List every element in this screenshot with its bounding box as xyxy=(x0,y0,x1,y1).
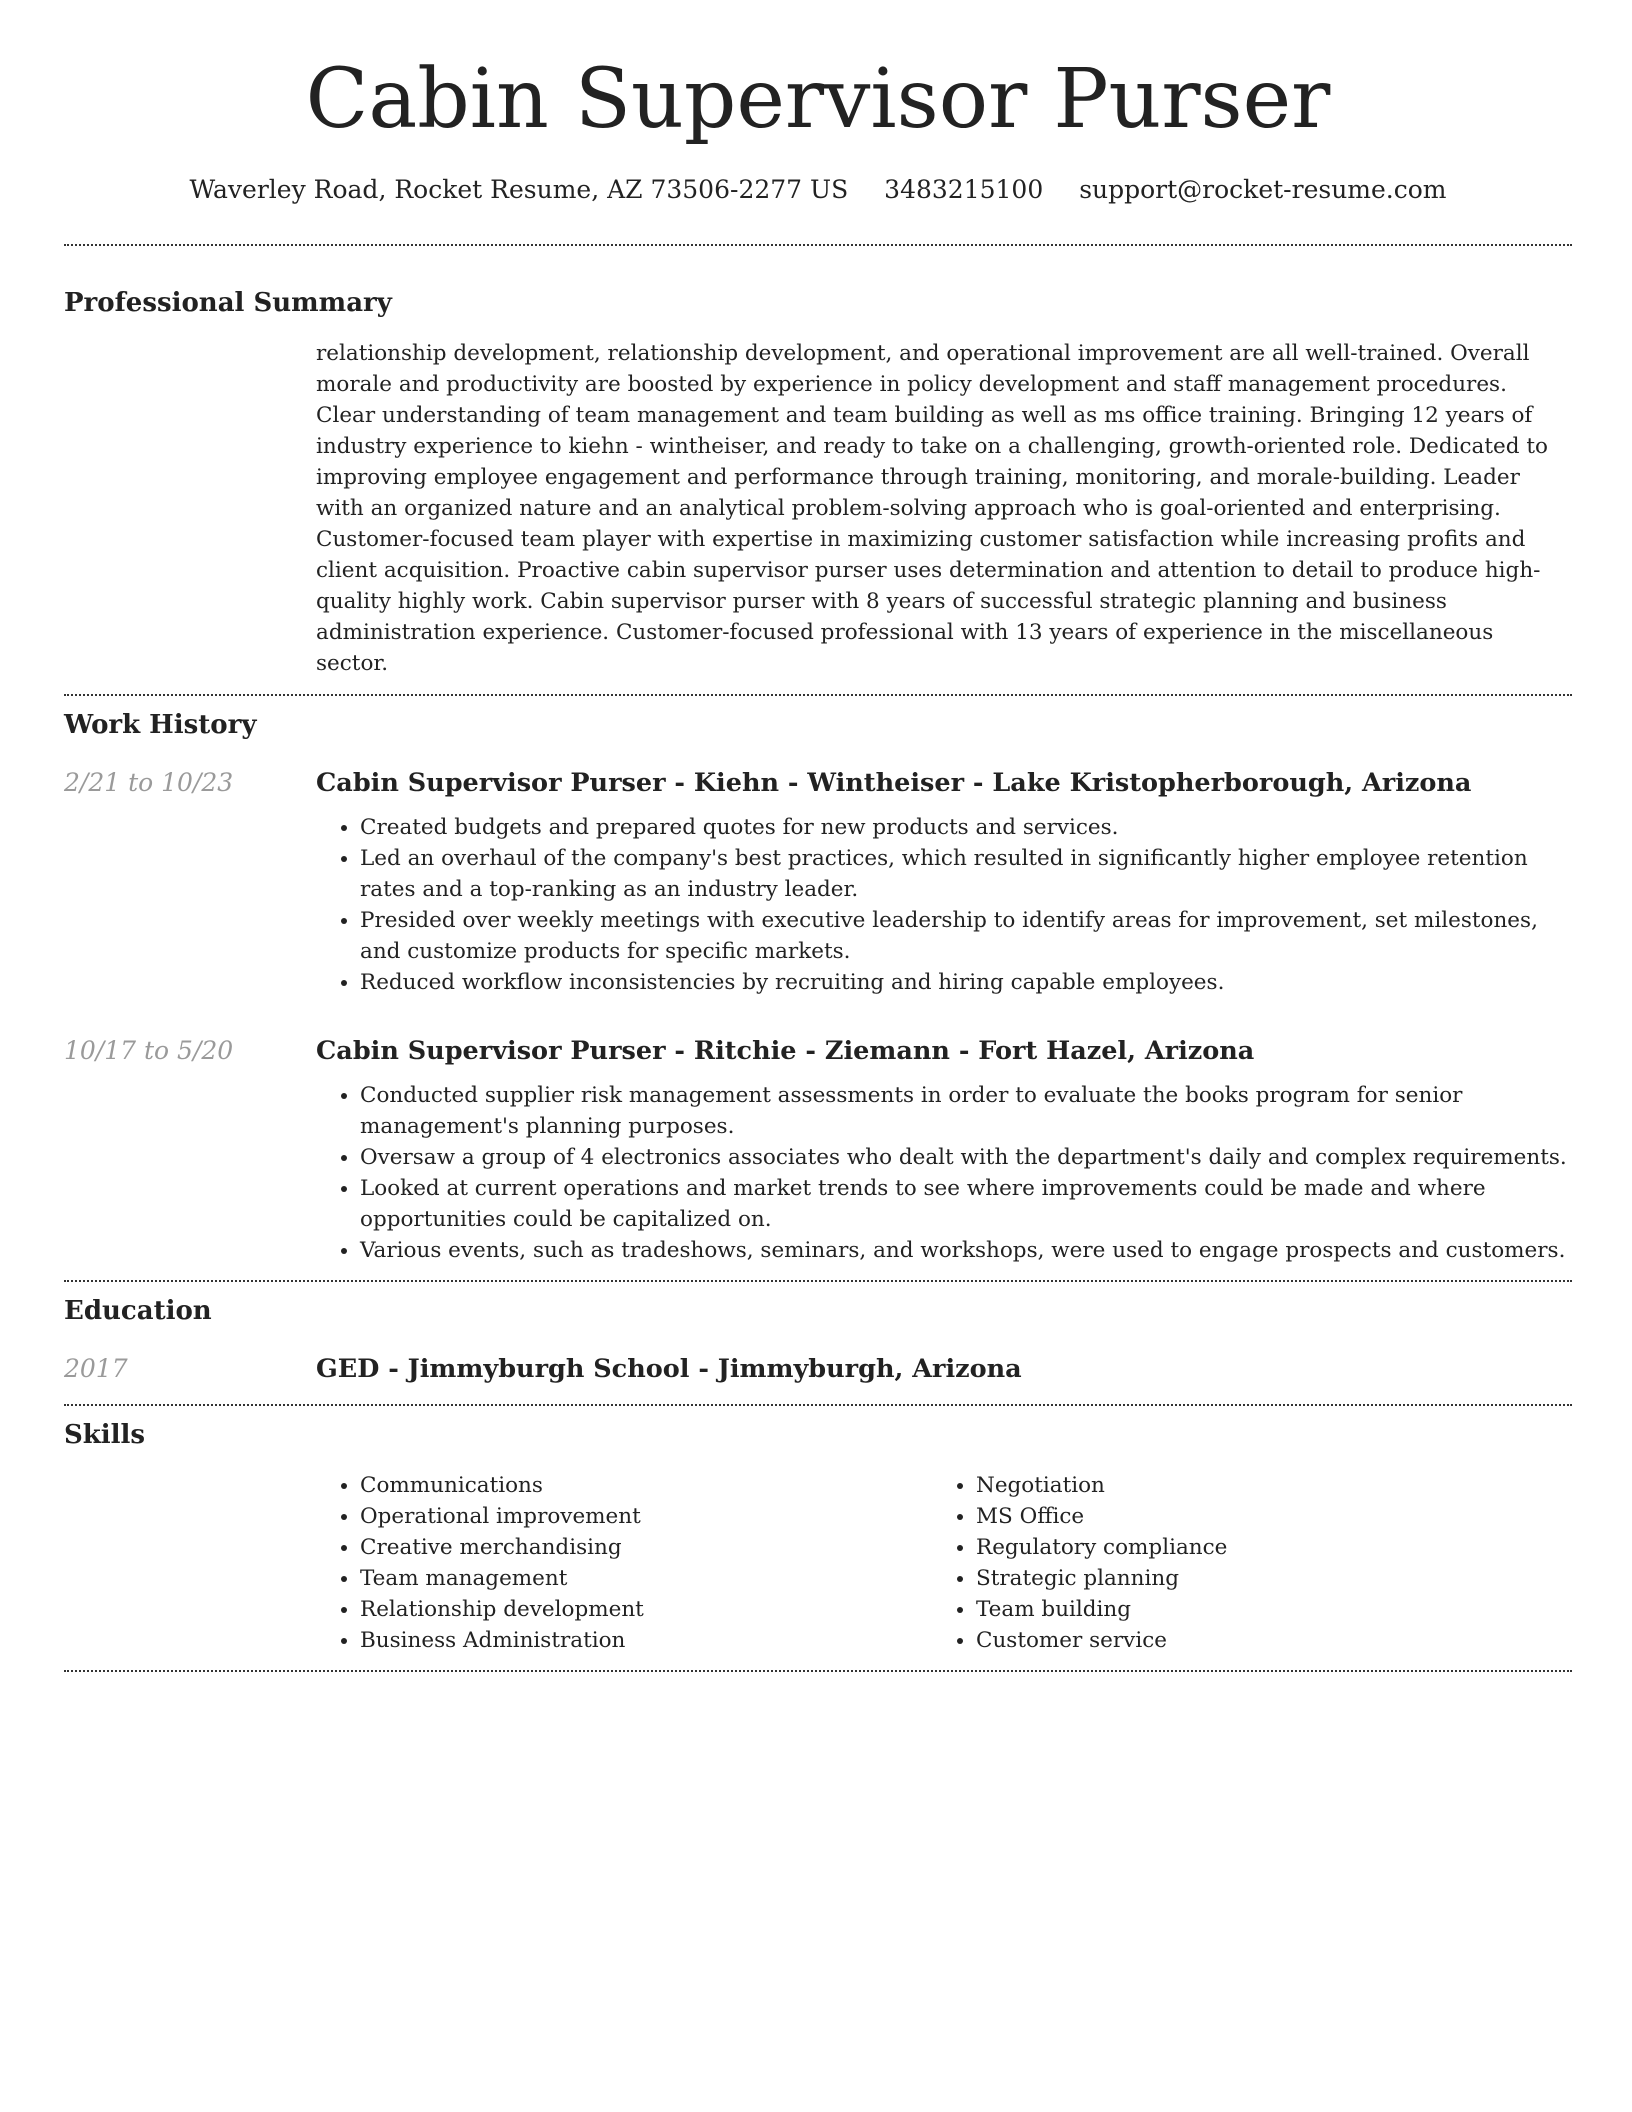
skills-section xyxy=(64,1406,1572,1656)
work-history-section xyxy=(64,696,1572,1266)
skill-item: • Team building xyxy=(976,1594,1548,1625)
education-year: 2017 xyxy=(64,1354,128,1383)
skills-heading: Skills xyxy=(64,1420,146,1450)
summary-heading: Professional Summary xyxy=(64,288,392,318)
skill-item: • MS Office xyxy=(976,1501,1548,1532)
skill-item: • Communications xyxy=(360,1470,932,1501)
work-history-heading: Work History xyxy=(64,710,257,740)
job-entry xyxy=(64,1034,1572,1266)
skill-item: • Negotiation xyxy=(976,1470,1548,1501)
summary-spacer xyxy=(64,338,316,679)
contact-line xyxy=(64,174,1572,206)
contact-address: Waverley Road, Rocket Resume, AZ 73506-2277 US xyxy=(189,175,849,204)
job-bullet: • Oversaw a group of 4 electronics associates who dealt with the department's daily and complex requirements. xyxy=(360,1142,1572,1173)
job-title: Cabin Supervisor Purser - Kiehn - Wintheiser - Lake Kristopherborough, Arizona xyxy=(316,768,1472,798)
job-entry xyxy=(64,766,1572,998)
divider xyxy=(64,1670,1572,1672)
skill-item: • Team management xyxy=(360,1563,932,1594)
education-entry xyxy=(64,1352,1572,1386)
skills-list-right xyxy=(932,1470,1548,1656)
job-bullet: • Conducted supplier risk management assessments in order to evaluate the books program for senior management's planning purposes. xyxy=(360,1080,1572,1142)
job-dates: 10/17 to 5/20 xyxy=(64,1036,234,1065)
job-bullets xyxy=(316,812,1572,998)
education-title: GED - Jimmyburgh School - Jimmyburgh, Arizona xyxy=(316,1354,1022,1384)
skills-spacer xyxy=(64,1470,316,1656)
skill-item: • Operational improvement xyxy=(360,1501,932,1532)
skill-item: • Regulatory compliance xyxy=(976,1532,1548,1563)
job-bullet: • Created budgets and prepared quotes for new products and services. xyxy=(360,812,1572,843)
summary-text: relationship development, relationship development, and operational improvement are all well-trained. Overall morale and productivity are boosted by experience in policy development and staff management procedures. Clear understanding of team management and team building as well as ms office training. Bringing 12 years of industry experience to kiehn - wintheiser, and ready to take on a challenging, growth-oriented role. Dedicated to improving employee engagement and performance through training, monitoring, and morale-building. Leader with an organized nature and an analytical problem-solving approach who is goal-oriented and enterprising. Customer-focused team player with expertise in maximizing customer satisfaction while increasing profits and client acquisition. Proactive cabin supervisor purser uses determination and attention to detail to produce high-quality highly work. Cabin supervisor purser with 8 years of successful strategic planning and business administration experience. Customer-focused professional with 13 years of experience in the miscellaneous sector. xyxy=(316,341,1548,676)
job-bullet: • Led an overhaul of the company's best practices, which resulted in significantly higher employee retention rates and a top-ranking as an industry leader. xyxy=(360,843,1572,905)
education-section xyxy=(64,1282,1572,1386)
skill-item: • Creative merchandising xyxy=(360,1532,932,1563)
job-bullet: • Reduced workflow inconsistencies by recruiting and hiring capable employees. xyxy=(360,967,1572,998)
resume-page xyxy=(64,0,1572,1672)
education-heading: Education xyxy=(64,1296,212,1326)
skill-item: • Strategic planning xyxy=(976,1563,1548,1594)
skill-item: • Customer service xyxy=(976,1625,1548,1656)
job-bullet: • Looked at current operations and market trends to see where improvements could be made and where opportunities could be capitalized on. xyxy=(360,1173,1572,1235)
skills-list-left xyxy=(316,1470,932,1656)
resume-name: Cabin Supervisor Purser xyxy=(305,52,1331,147)
job-dates: 2/21 to 10/23 xyxy=(64,768,234,797)
skill-item: • Relationship development xyxy=(360,1594,932,1625)
job-bullets xyxy=(316,1080,1572,1266)
contact-email: support@rocket-resume.com xyxy=(1079,175,1447,204)
job-bullet: • Various events, such as tradeshows, seminars, and workshops, were used to engage prospects and customers. xyxy=(360,1235,1572,1266)
job-bullet: • Presided over weekly meetings with executive leadership to identify areas for improvement, set milestones, and customize products for specific markets. xyxy=(360,905,1572,967)
contact-phone: 3483215100 xyxy=(884,175,1044,204)
summary-section xyxy=(64,246,1572,679)
skill-item: • Business Administration xyxy=(360,1625,932,1656)
job-title: Cabin Supervisor Purser - Ritchie - Ziemann - Fort Hazel, Arizona xyxy=(316,1036,1255,1066)
